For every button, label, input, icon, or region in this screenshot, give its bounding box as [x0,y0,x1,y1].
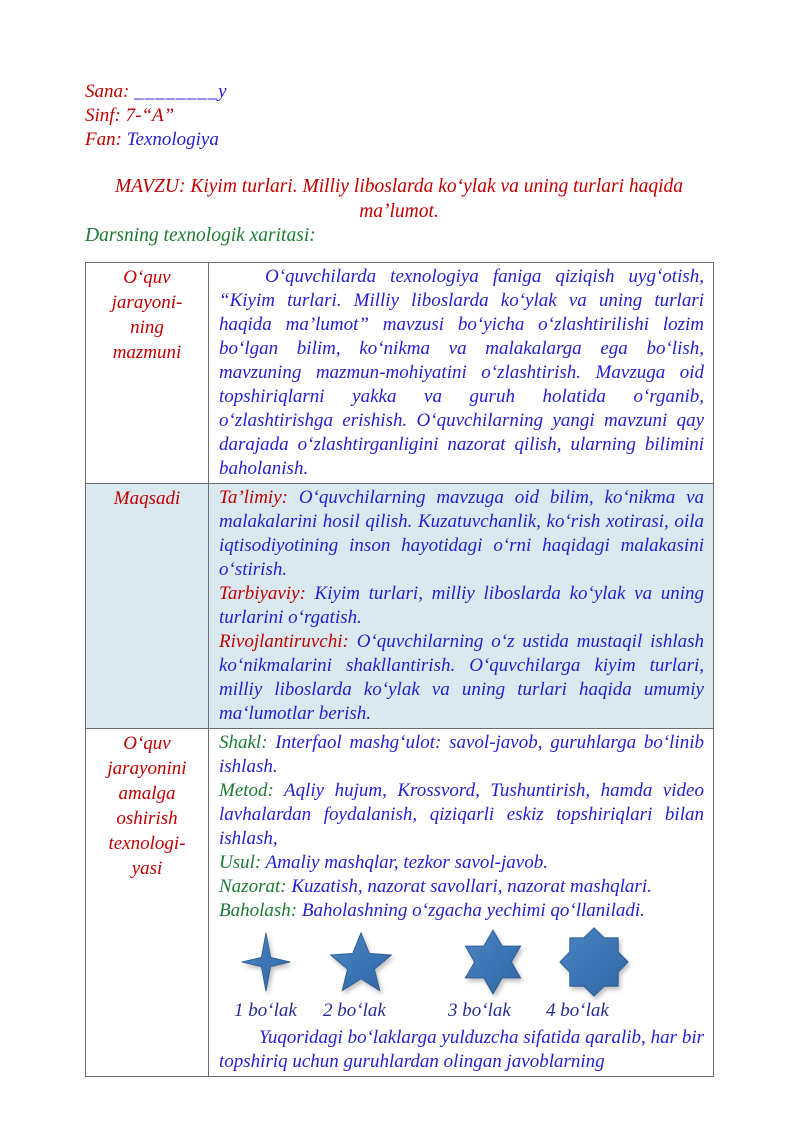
paragraph [219,875,704,899]
table-row [86,263,714,484]
paragraph-label: Metod: [219,780,274,801]
paragraph-text: Kuzatish, nazorat savollari, nazorat mashqlari. [286,876,652,897]
row-body-cell [209,729,714,1077]
rating-stars-row [219,925,704,999]
paragraph [219,851,704,875]
class-line [85,104,227,128]
paragraph-label: Nazorat: [219,876,287,897]
date-blank-line: ________ [134,81,219,102]
paragraph-text: Oʻquvchilarning mavzuga oid bilim, koʻnikma va malakalarini hosil qilish. Kuzatuvchanlik, koʻrish xotirasi, oila iqtisodiyotining inson hayotidagi oʻrni haqidagi malakasini oʻstirish. [219,487,704,580]
class-value: 7-“A” [125,105,175,126]
paragraph-label: Rivojlantiruvchi: [219,631,349,652]
table-row [86,484,714,729]
subject-line [85,128,227,152]
page-title: MAVZU: Kiyim turlari. Milliy liboslarda koʻylak va uning turlari haqida maʼlumot. [114,176,684,222]
row-header-line: Oʻquv [123,733,171,754]
star-label: 3 boʻlak [448,1000,511,1021]
star-label: 4 boʻlak [546,1000,609,1021]
date-label: Sana: [85,81,130,102]
star-8-point-icon [557,926,631,998]
row-header-line: yasi [131,858,163,879]
paragraph-text: Aqliy hujum, Krossvord, Tushuntirish, hamda video lavhalardan foydalanish, qiziqarli eskiz topshiriqlari bilan ishlash, [219,780,704,849]
row-header-line: texnologi- [108,833,186,854]
row-header-cell [86,263,209,484]
paragraph-text: Amaliy mashqlar, tezkor savol-javob. [261,852,548,873]
paragraph [219,582,704,630]
row-header-line: mazmuni [112,342,182,363]
table-row [86,729,714,1077]
row-body-cell [209,484,714,729]
subject-value: Texnologiya [126,129,219,150]
paragraph [219,486,704,582]
page-subtitle: Darsning texnologik xaritasi: [85,225,316,246]
star-label: 1 boʻlak [234,1000,297,1021]
row-header-cell [86,729,209,1077]
paragraph-label: Taʼlimiy: [219,487,288,508]
paragraph [219,779,704,851]
paragraph-label: Usul: [219,852,262,873]
paragraph-label: Tarbiyaviy: [219,583,306,604]
star-5-point-icon [328,931,394,993]
paragraph-label: Shakl: [219,732,268,753]
date-suffix: y [218,81,227,102]
row-header-line: jarayoni- [111,292,183,313]
row-header-line: amalga [118,783,176,804]
rating-star-labels [219,999,704,1026]
paragraph-text: Interfaol mashgʻulot: savol-javob, guruhlarga boʻlinib ishlash. [219,732,704,777]
subject-label: Fan: [85,129,122,150]
paragraph-label: Baholash: [219,900,298,921]
class-label: Sinf: [85,105,121,126]
star-4-point-icon [240,928,292,996]
paragraph-text: Baholashning oʻzgacha yechimi qoʻllaniladi. [297,900,645,921]
date-line [85,80,227,104]
paragraph-text: Oʻquvchilarning oʻz ustida mustaqil ishlash koʻnikmalarini shakllantirish. Oʻquvchilarga kiyim turlari, milliy liboslarda koʻylak va uning turlari haqida umumiy maʻlumotlar berish. [219,631,704,724]
paragraph [219,899,704,923]
closing-paragraph: Yuqoridagi boʻlaklarga yulduzcha sifatida qaralib, har bir topshiriq uchun guruhlardan olingan javoblarning [219,1027,704,1072]
row-header-line: oshirish [116,808,178,829]
lesson-map-table [85,262,714,1077]
star-6-point-icon [463,928,523,996]
row-body-cell [209,263,714,484]
row-header-line: ning [130,317,164,338]
paragraph: Oʻquvchilarda texnologiya faniga qiziqish uygʻotish, “Kiyim turlari. Milliy liboslarda koʻylak va uning turlari haqida maʼlumot” mavzusi boʻyicha oʻzlashtirilishi lozim boʻlgan bilim, koʻnikma va malakalarga ega boʻlish, mavzuning mazmun-mohiyatini oʻzlashtirish. Mavzuga oid topshiriqlarni yakka va guruh holatida oʻrganib, oʻzlashtirishga erishish. Oʻquvchilarning yangi mavzuni qay darajada oʻzlashtirganligini nazorat qilish, ularning bilimini baholanish. [219,266,704,479]
paragraph-text: Kiyim turlari, milliy liboslarda koʻylak va uning turlarini oʻrgatish. [219,583,704,628]
row-header-line: jarayonini [107,758,187,779]
document-header [85,80,227,152]
row-header-line: Oʻquv [123,267,171,288]
paragraph [219,630,704,726]
paragraph [219,731,704,779]
star-label: 2 boʻlak [323,1000,386,1021]
row-header-cell [86,484,209,729]
row-header-line: Maqsadi [113,488,181,509]
